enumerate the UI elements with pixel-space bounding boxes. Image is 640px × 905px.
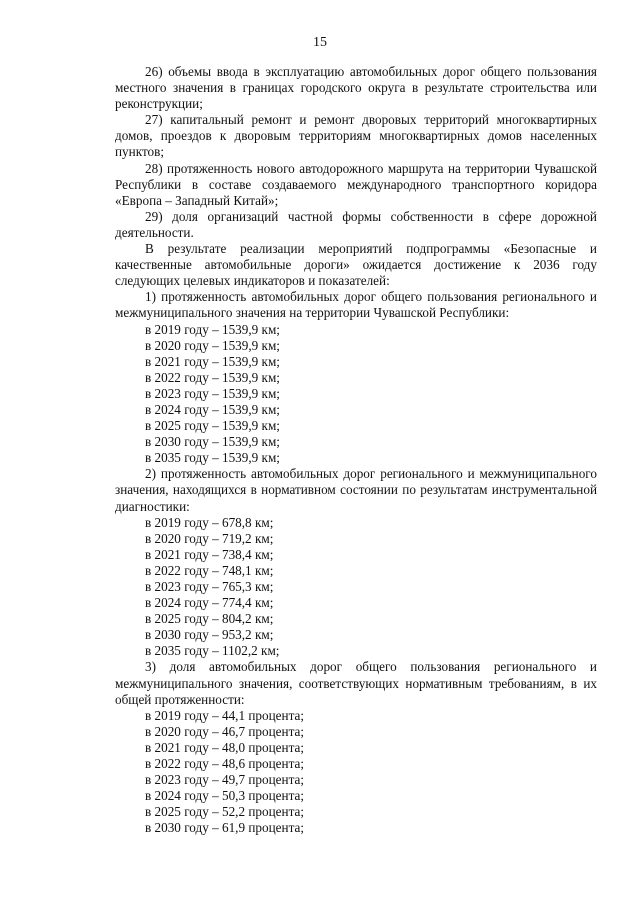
indicator-value: в 2022 году – 1539,9 км; — [145, 369, 280, 385]
indicator-value: в 2025 году – 52,2 процента; — [145, 804, 305, 820]
indicator-value: в 2020 году – 1539,9 км; — [145, 337, 280, 353]
list-item-28: 28) протяженность нового автодорожного маршрута на территории Чувашской Республики в составе создаваемого международного транспортного коридора «Европа – Западный Китай»; — [115, 160, 597, 208]
indicator-value: в 2019 году – 44,1 процента; — [145, 707, 305, 723]
summary-paragraph: В результате реализации мероприятий подпрограммы «Безопасные и качественные автомобильные дороги» ожидается достижение к 2036 году следующих целевых индикаторов и показателей: — [115, 241, 597, 289]
indicator-value: в 2019 году – 678,8 км; — [145, 514, 274, 530]
indicator-value: в 2030 году – 953,2 км; — [145, 627, 274, 643]
indicator-value: в 2021 году – 738,4 км; — [145, 546, 274, 562]
indicator-value: в 2023 году – 49,7 процента; — [145, 772, 305, 788]
document-body — [115, 64, 597, 837]
list-item-29: 29) доля организаций частной формы собственности в сфере дорожной деятельности. — [115, 208, 597, 240]
list-item-27: 27) капитальный ремонт и ремонт дворовых территорий многоквартирных домов, проездов к дворовым территориям многоквартирных домов населенных пунктов; — [115, 112, 597, 160]
indicator-value: в 2030 году – 1539,9 км; — [145, 434, 280, 450]
indicator-value: в 2021 году – 1539,9 км; — [145, 353, 280, 369]
indicator-value: в 2023 году – 1539,9 км; — [145, 385, 280, 401]
indicator-value: в 2035 году – 1539,9 км; — [145, 450, 280, 466]
indicator-title: 2) протяженность автомобильных дорог регионального и межмуниципального значения, находящихся в нормативном состоянии по результатам инструментальной диагностики: — [115, 466, 597, 514]
indicator-title: 3) доля автомобильных дорог общего пользования регионального и межмуниципального значения, соответствующих нормативным требованиям, в их общей протяженности: — [115, 659, 597, 707]
indicator-value: в 2024 году – 774,4 км; — [145, 595, 274, 611]
indicator-1 — [115, 289, 597, 466]
indicator-value: в 2023 году – 765,3 км; — [145, 579, 274, 594]
indicator-value: в 2030 году – 61,9 процента; — [145, 820, 305, 836]
page-number: 15 — [313, 35, 327, 50]
indicator-value: в 2035 году – 1102,2 км; — [145, 643, 280, 659]
indicator-value: в 2025 году – 804,2 км; — [145, 611, 274, 627]
list-item-26: 26) объемы ввода в эксплуатацию автомобильных дорог общего пользования местного значения в границах городского округа в результате строительства или реконструкции; — [115, 64, 597, 112]
indicator-value: в 2024 году – 50,3 процента; — [145, 788, 305, 804]
indicator-3 — [115, 659, 597, 836]
indicator-value: в 2025 году – 1539,9 км; — [145, 418, 280, 434]
indicator-value: в 2021 году – 48,0 процента; — [145, 739, 305, 755]
indicator-value: в 2020 году – 719,2 км; — [145, 530, 274, 546]
indicator-value: в 2020 году – 46,7 процента; — [145, 723, 305, 739]
indicator-value: в 2019 году – 1539,9 км; — [145, 321, 280, 337]
indicator-value: в 2024 году – 1539,9 км; — [145, 401, 280, 417]
indicator-title: 1) протяженность автомобильных дорог общего пользования регионального и межмуниципального значения на территории Чувашской Республики: — [115, 289, 597, 321]
indicator-value: в 2022 году – 748,1 км; — [145, 562, 274, 578]
indicator-2 — [115, 466, 597, 659]
indicator-value: в 2022 году – 48,6 процента; — [145, 756, 305, 772]
